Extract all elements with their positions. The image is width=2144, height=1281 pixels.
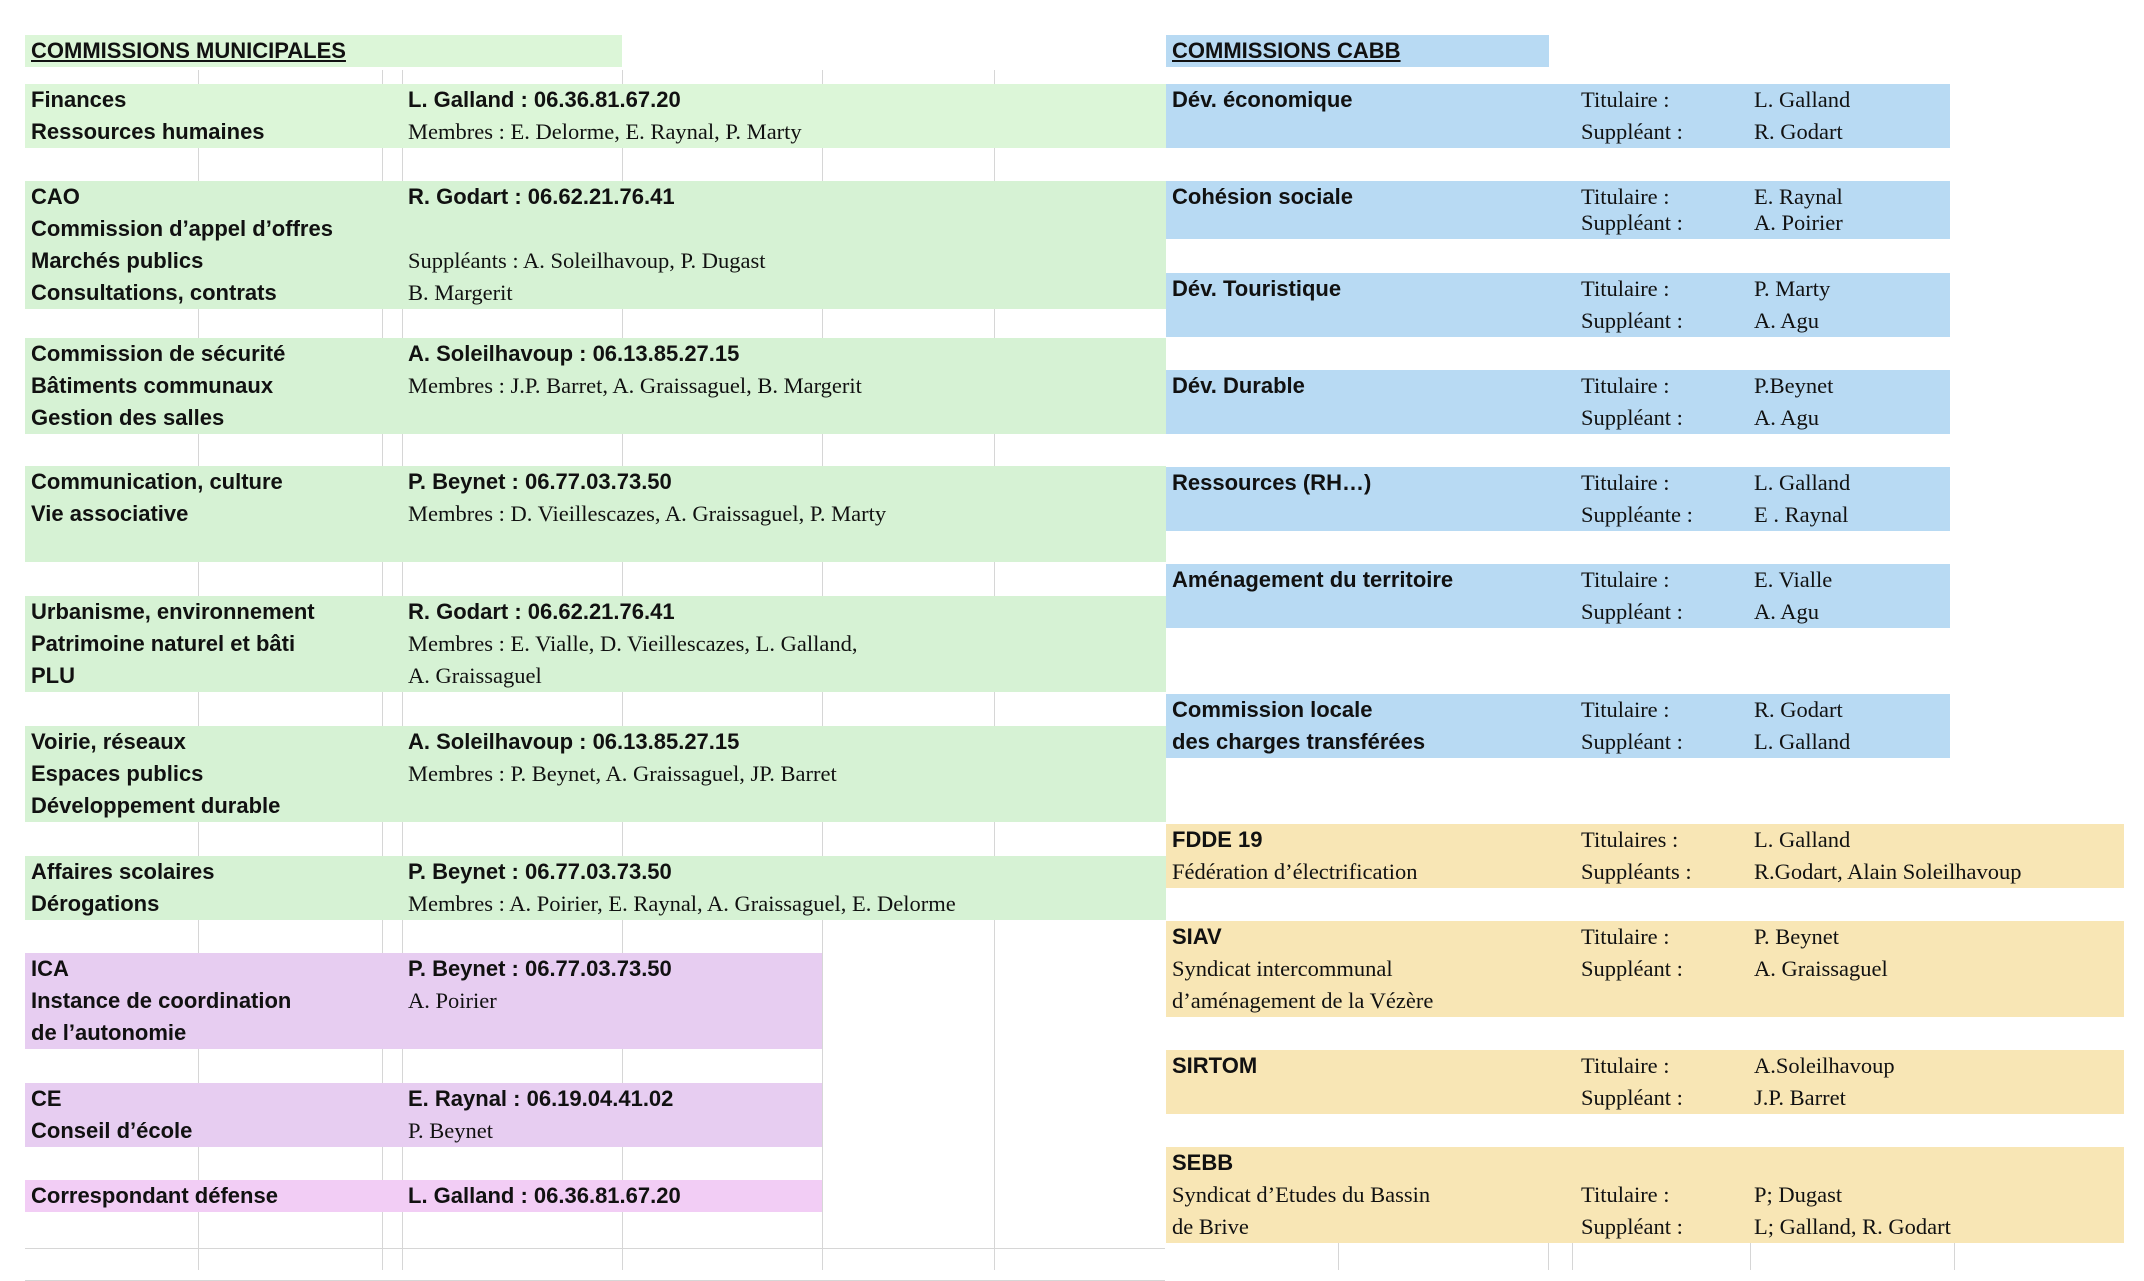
commission-head-contact: E. Raynal : 06.19.04.41.02 [408,1086,674,1111]
cabb-commission-name: Dév. Durable [1172,373,1305,398]
role-label: Titulaire : [1581,924,1670,949]
role-person: R.Godart, Alain Soleilhavoup [1754,859,2022,884]
role-label: Titulaire : [1581,470,1670,495]
commission-head-contact: P. Beynet : 06.77.03.73.50 [408,956,672,981]
commission-name: Consultations, contrats [31,280,277,305]
role-person: L. Galland [1754,827,1851,852]
commission-name: Voirie, réseaux [31,729,186,754]
cabb-commission-name: Ressources (RH…) [1172,470,1372,495]
municipal-commission-block [25,338,1166,434]
commission-name: CAO [31,184,80,209]
municipal-commission-block [25,726,1166,822]
commission-name: Finances [31,87,127,112]
role-person: L. Galland [1754,470,1851,495]
role-label: Suppléant : [1581,729,1683,754]
role-person: L. Galland [1754,729,1851,754]
role-label: Suppléante : [1581,502,1693,527]
syndicate-subtitle: d’aménagement de la Vézère [1172,988,1434,1013]
syndicate-title: FDDE 19 [1172,827,1263,852]
grid-line [25,1248,1165,1249]
commission-members: Membres : J.P. Barret, A. Graissaguel, B. Margerit [408,373,862,398]
role-label: Titulaires : [1581,827,1679,852]
commission-head-contact: P. Beynet : 06.77.03.73.50 [408,469,672,494]
syndicate-subtitle: Syndicat d’Etudes du Bassin [1172,1182,1431,1207]
commission-members: A. Poirier [408,988,497,1013]
grid-line [1338,1240,1339,1270]
commission-name: Communication, culture [31,469,283,494]
role-label: Titulaire : [1581,1053,1670,1078]
role-person: A. Agu [1754,405,1820,430]
role-person: A. Agu [1754,308,1820,333]
role-person: A. Graissaguel [1754,956,1888,981]
commission-name: Espaces publics [31,761,204,786]
municipal-commission-block [25,466,1166,562]
commission-head-contact: R. Godart : 06.62.21.76.41 [408,599,675,624]
role-label: Titulaire : [1581,697,1670,722]
syndicate-title: SEBB [1172,1150,1234,1175]
municipal-commission-block [25,84,1166,148]
syndicate-block [1166,1147,2124,1243]
grid-line [1954,1240,1955,1270]
role-person: R. Godart [1754,697,1843,722]
commission-name: Développement durable [31,793,281,818]
cabb-commission-name: Aménagement du territoire [1172,567,1454,592]
commission-name: Vie associative [31,501,189,526]
syndicate-subtitle: Fédération d’électrification [1172,859,1418,884]
commission-name: Commission d’appel d’offres [31,216,333,241]
municipal-commission-block [25,1083,822,1147]
commission-members: Membres : E. Delorme, E. Raynal, P. Marty [408,119,802,144]
syndicate-block [1166,1050,2124,1114]
role-person: L. Galland [1754,87,1851,112]
cabb-commission-name: des charges transférées [1172,729,1426,754]
commission-members: Membres : E. Vialle, D. Vieillescazes, L. Galland, [408,631,858,656]
cabb-commission-name: Dév. économique [1172,87,1353,112]
commission-name: Bâtiments communaux [31,373,274,398]
municipal-commission-block [25,856,1166,920]
commission-name: ICA [31,956,69,981]
syndicate-block [1166,921,2124,1017]
syndicate-subtitle: de Brive [1172,1214,1249,1239]
role-person: P. Marty [1754,276,1831,301]
cabb-commission-name: Dév. Touristique [1172,276,1342,301]
cabb-commission-name: Cohésion sociale [1172,184,1353,209]
cabb-commission-block [1166,273,1950,337]
role-label: Suppléant : [1581,210,1683,235]
role-label: Suppléant : [1581,119,1683,144]
role-label: Titulaire : [1581,87,1670,112]
commission-members: B. Margerit [408,280,513,305]
municipal-commission-block [25,953,822,1049]
commission-name: Patrimoine naturel et bâti [31,631,296,656]
municipal-commission-block [25,596,1166,692]
commission-name: Urbanisme, environnement [31,599,315,624]
cabb-commission-block [1166,370,1950,434]
role-label: Suppléant : [1581,1085,1683,1110]
role-label: Suppléant : [1581,599,1683,624]
commission-head-contact: R. Godart : 06.62.21.76.41 [408,184,675,209]
cabb-commission-block [1166,694,1950,758]
commission-name: Affaires scolaires [31,859,215,884]
cabb-commission-name: Commission locale [1172,697,1373,722]
cabb-commissions-header: COMMISSIONS CABB [1166,35,1549,67]
cabb-commission-block [1166,181,1950,239]
commission-name: de l’autonomie [31,1020,187,1045]
role-person: P.Beynet [1754,373,1834,398]
grid-line [1750,1240,1751,1270]
commission-head-contact: A. Soleilhavoup : 06.13.85.27.15 [408,729,740,754]
cabb-commission-block [1166,84,1950,148]
role-person: A. Agu [1754,599,1820,624]
role-label: Suppléants : [1581,859,1692,884]
municipal-commissions-header: COMMISSIONS MUNICIPALES [25,35,622,67]
commission-members: A. Graissaguel [408,663,542,688]
commission-members: Membres : P. Beynet, A. Graissaguel, JP. Barret [408,761,837,786]
commission-members: P. Beynet [408,1118,494,1143]
role-label: Titulaire : [1581,276,1670,301]
grid-line [1548,1240,1549,1270]
commission-name: Ressources humaines [31,119,265,144]
role-label: Suppléant : [1581,1214,1683,1239]
commission-members: Membres : D. Vieillescazes, A. Graissaguel, P. Marty [408,501,887,526]
municipal-commission-block [25,181,1166,309]
role-label: Suppléant : [1581,308,1683,333]
commission-head-contact: A. Soleilhavoup : 06.13.85.27.15 [408,341,740,366]
cabb-commission-block [1166,467,1950,531]
grid-line [1572,1240,1573,1270]
commission-name: PLU [31,663,75,688]
role-person: A. Poirier [1754,210,1843,235]
role-label: Suppléant : [1581,405,1683,430]
role-person: A.Soleilhavoup [1754,1053,1895,1078]
role-label: Titulaire : [1581,567,1670,592]
commission-name: Commission de sécurité [31,341,286,366]
municipal-commission-block [25,1180,822,1212]
role-person: P; Dugast [1754,1182,1843,1207]
commission-name: Dérogations [31,891,160,916]
cabb-commission-block [1166,564,1950,628]
role-label: Suppléant : [1581,956,1683,981]
commission-members: Suppléants : A. Soleilhavoup, P. Dugast [408,248,766,273]
role-person: E . Raynal [1754,502,1849,527]
commission-name: Marchés publics [31,248,204,273]
role-person: L; Galland, R. Godart [1754,1214,1951,1239]
commission-head-contact: P. Beynet : 06.77.03.73.50 [408,859,672,884]
commission-name: Instance de coordination [31,988,292,1013]
commission-head-contact: L. Galland : 06.36.81.67.20 [408,1183,681,1208]
role-label: Titulaire : [1581,1182,1670,1207]
commission-members: Membres : A. Poirier, E. Raynal, A. Graissaguel, E. Delorme [408,891,956,916]
role-label: Titulaire : [1581,184,1670,209]
commission-name: Correspondant défense [31,1183,278,1208]
role-person: R. Godart [1754,119,1843,144]
syndicate-block [1166,824,2124,888]
role-person: P. Beynet [1754,924,1840,949]
role-label: Titulaire : [1581,373,1670,398]
syndicate-title: SIAV [1172,924,1222,949]
commission-head-contact: L. Galland : 06.36.81.67.20 [408,87,681,112]
syndicate-subtitle: Syndicat intercommunal [1172,956,1393,981]
commission-name: CE [31,1086,62,1111]
role-person: E. Raynal [1754,184,1843,209]
role-person: E. Vialle [1754,567,1833,592]
commission-name: Conseil d’école [31,1118,193,1143]
role-person: J.P. Barret [1754,1085,1846,1110]
syndicate-title: SIRTOM [1172,1053,1258,1078]
commission-name: Gestion des salles [31,405,225,430]
